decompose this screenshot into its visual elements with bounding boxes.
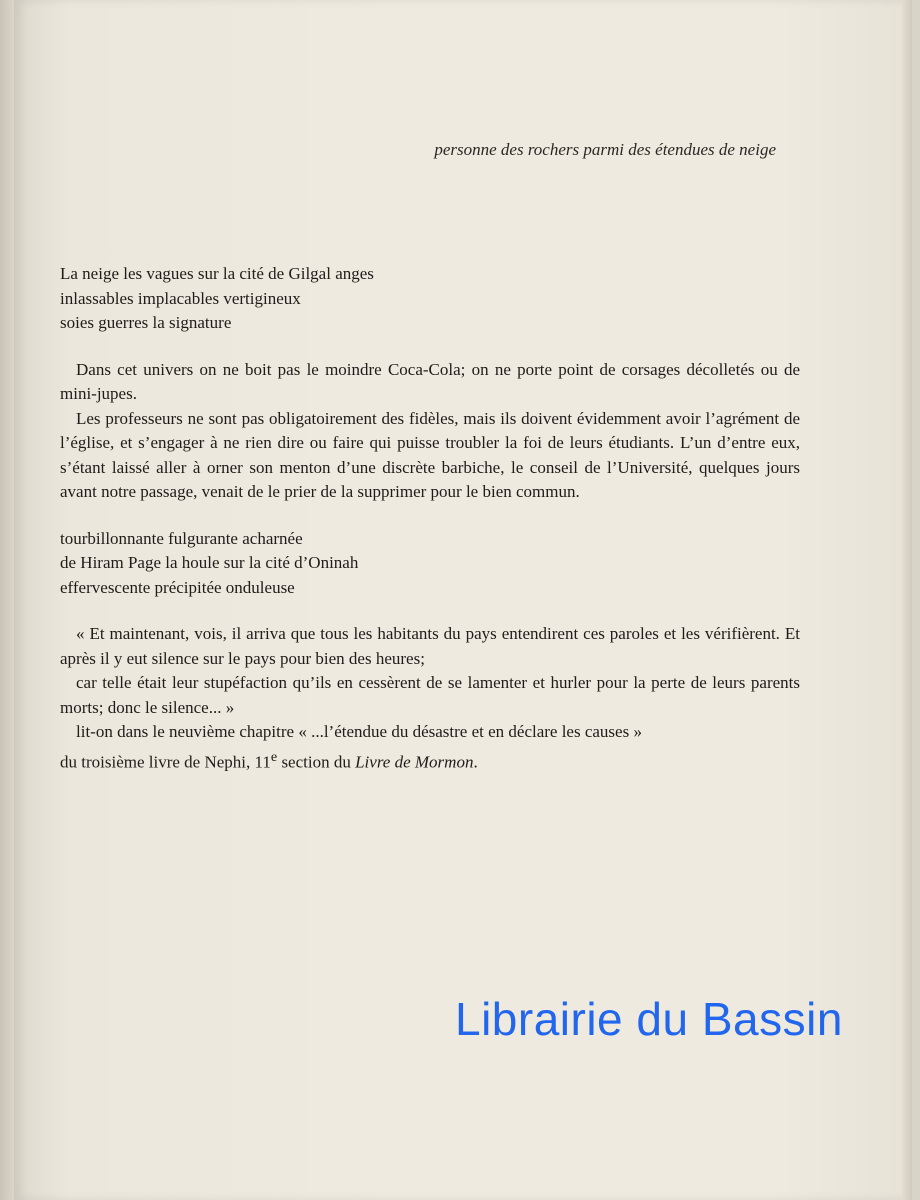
citation-line — [60, 745, 800, 775]
page-edge — [902, 0, 912, 1200]
citation-text: section du — [277, 752, 356, 772]
verse-line: soies guerres la signature — [60, 313, 232, 332]
section-number: 11 — [254, 752, 271, 772]
verse-line: de Hiram Page la houle sur la cité d’Oninah — [60, 553, 359, 572]
verse-line: effervescente précipitée onduleuse — [60, 577, 295, 597]
page-text — [60, 262, 800, 775]
prose-paragraph: Les professeurs ne sont pas obligatoirement des fidèles, mais ils doivent évidemment avoir l’agrément de l’église, et s’engager à ne rien dire ou faire qui puisse troubler la foi de leurs étudiants. L’un d’entre eux, s’étant laissé aller à orner son menton d’une discrète barbiche, le conseil de l’Université, quelques jours avant notre passage, venait de le prier de la supprimer pour le bien commun. — [60, 408, 800, 501]
ordinal-suffix: e — [270, 748, 278, 765]
quotation-section — [60, 622, 800, 775]
quote-paragraph: car telle était leur stupéfaction qu’ils en cessèrent de se lamenter et hurler pour la perte de leurs parents morts; donc le silence... » — [60, 673, 800, 717]
prose-section — [60, 358, 800, 505]
verse-stanza-2 — [60, 527, 800, 601]
citation-text: . — [473, 752, 478, 772]
verse-stanza-1 — [60, 262, 800, 336]
running-title: personne des rochers parmi des étendues de neige — [434, 140, 776, 159]
prose-paragraph: Dans cet univers on ne boit pas le moindre Coca-Cola; on ne porte point de corsages décolletés ou de mini-jupes. — [60, 359, 800, 403]
book-title: Livre de Mormon — [355, 752, 474, 772]
quote-paragraph: lit-on dans le neuvième chapitre « ...l’étendue du désastre et en déclare les causes » — [76, 722, 642, 741]
verse-line: inlassables implacables vertigineux — [60, 288, 301, 308]
citation-text: du troisième livre de Nephi, — [60, 752, 255, 772]
verse-line: La neige les vagues sur la cité de Gilgal anges — [60, 264, 374, 283]
watermark-text: Librairie du Bassin — [455, 993, 843, 1045]
quote-paragraph: « Et maintenant, vois, il arriva que tous les habitants du pays entendirent ces paroles et les vérifièrent. Et après il y eut silence sur le pays pour bien des heures; — [60, 624, 800, 668]
verse-line: tourbillonnante fulgurante acharnée — [60, 528, 303, 548]
